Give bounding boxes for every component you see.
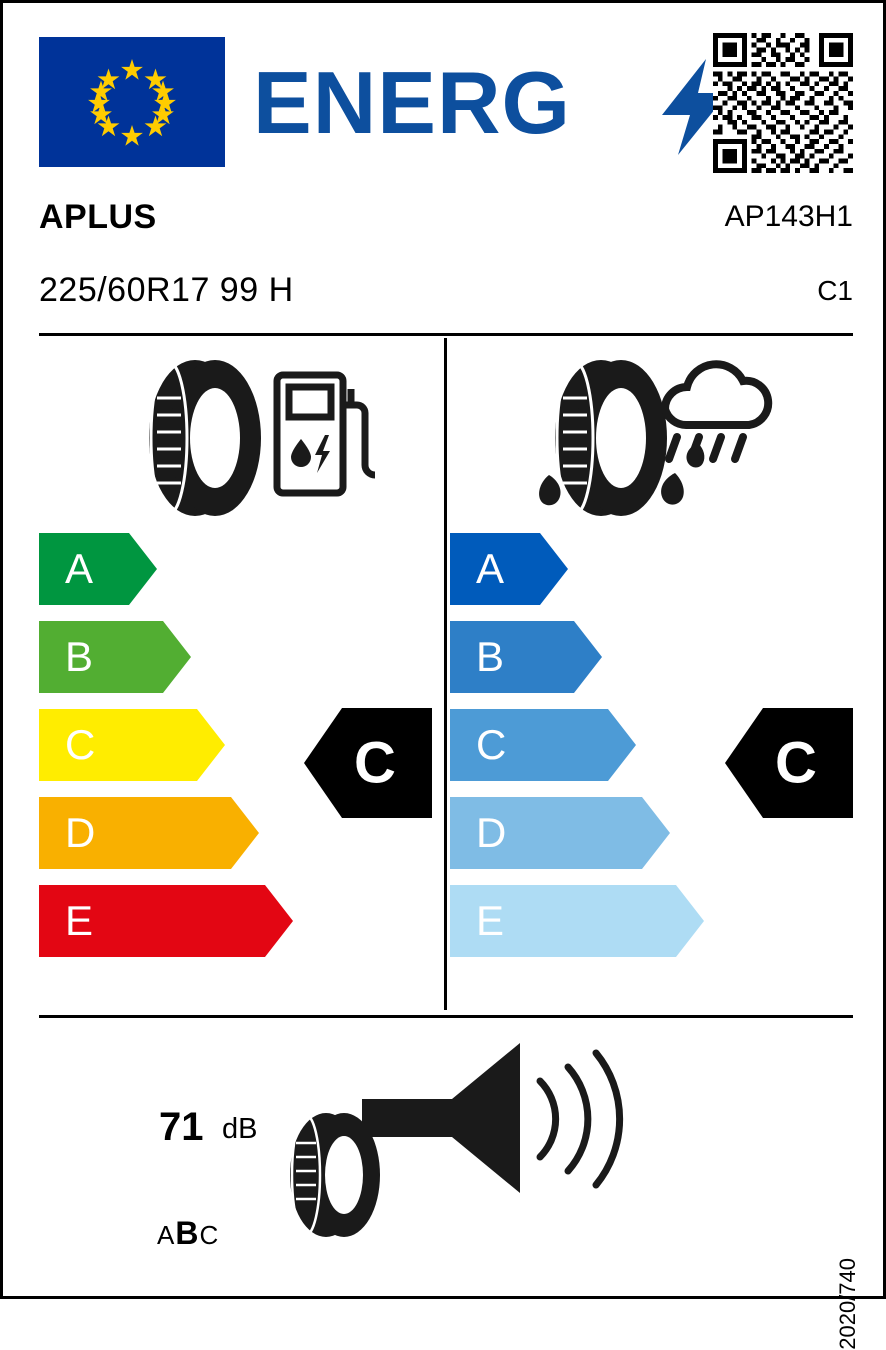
- grade-row: [39, 885, 439, 957]
- grade-letter: B: [65, 633, 94, 680]
- tyre-size: 225/60R17 99 H: [39, 271, 294, 309]
- grade-row: [39, 533, 439, 605]
- noise-db-value: 71: [159, 1105, 204, 1149]
- label-header: [39, 33, 853, 173]
- fuel-rating-marker: [304, 708, 432, 818]
- fuel-efficiency-panel: [39, 343, 439, 1003]
- noise-class-selected: B: [175, 1215, 200, 1251]
- fuel-rating-letter: C: [354, 730, 396, 796]
- wet-rating-marker: [725, 708, 853, 818]
- noise-class-a: A: [157, 1220, 176, 1250]
- divider-vertical: [444, 338, 447, 1010]
- grade-bar-b: [39, 621, 191, 693]
- grade-row: [450, 621, 853, 693]
- tyre-fuel-pump-icon: [129, 353, 379, 523]
- brand-name: APLUS: [39, 198, 157, 236]
- grade-letter: E: [476, 897, 505, 944]
- noise-class-c: C: [199, 1220, 220, 1250]
- grade-letter: D: [65, 809, 96, 856]
- grade-letter: A: [65, 545, 94, 592]
- tyre-type-code: AP143H1: [724, 200, 853, 233]
- qr-code-icon: [713, 33, 853, 173]
- wet-rating-letter: C: [775, 730, 817, 796]
- tyre-rain-cloud-icon: [535, 353, 800, 523]
- eu-flag-icon: [39, 37, 225, 167]
- grade-bar-b: [450, 621, 602, 693]
- grade-row: [450, 533, 853, 605]
- grade-letter: D: [476, 809, 507, 856]
- grade-letter: A: [476, 545, 505, 592]
- tyre-loudspeaker-icon: [284, 1033, 624, 1263]
- tyre-class: C1: [817, 275, 853, 306]
- wet-grip-panel: [450, 343, 853, 1003]
- grade-bar-a: [39, 533, 157, 605]
- grade-row: [39, 621, 439, 693]
- regulation-date-code: 2020/740: [835, 1258, 860, 1350]
- grade-letter: E: [65, 897, 94, 944]
- energy-wordmark: ENERG: [253, 53, 571, 152]
- grade-letter: C: [65, 721, 96, 768]
- size-row: [39, 271, 853, 321]
- divider-top: [39, 333, 853, 336]
- brand-row: [39, 198, 853, 250]
- noise-db-unit: dB: [222, 1113, 258, 1145]
- grade-row: [450, 885, 853, 957]
- noise-class-scale: [157, 1215, 219, 1252]
- grade-letter: C: [476, 721, 507, 768]
- noise-panel: [39, 1023, 853, 1273]
- grade-bar-a: [450, 533, 568, 605]
- grade-letter: B: [476, 633, 505, 680]
- divider-bottom: [39, 1015, 853, 1018]
